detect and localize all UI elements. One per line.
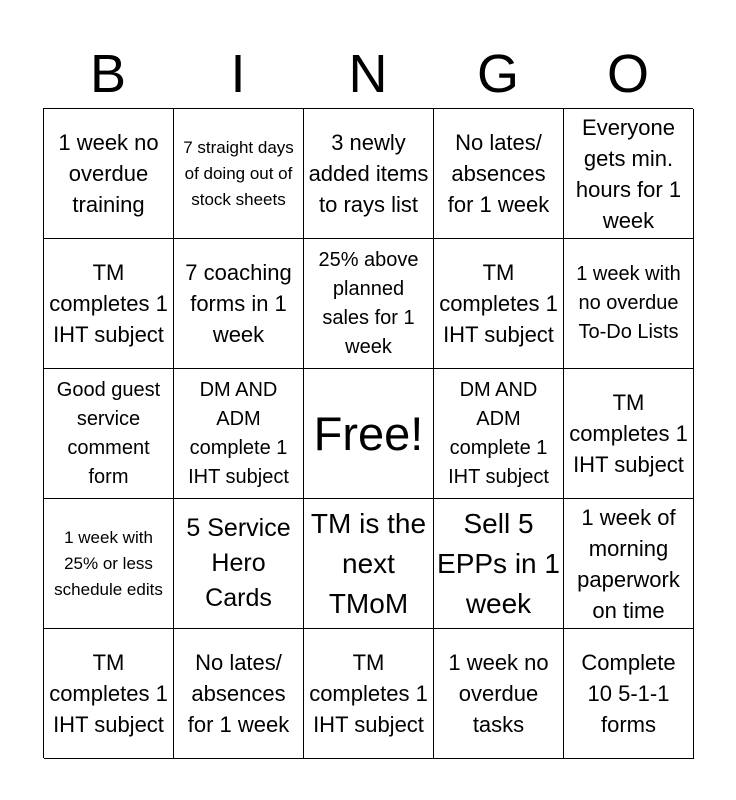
cell-text: Complete 10 5-1-1 forms (581, 650, 676, 737)
cell-text: No lates/ absences for 1 week (447, 130, 550, 217)
header-letter-n: N (348, 44, 388, 104)
header-letter-b: B (89, 44, 127, 104)
free-space-text: Free! (313, 406, 424, 460)
bingo-header (43, 40, 693, 108)
bingo-cell-free[interactable] (304, 369, 434, 499)
header-letter-i: I (230, 44, 246, 104)
cell-text: 1 week with 25% or less schedule edits (54, 527, 163, 599)
bingo-cell-r4-c5[interactable] (564, 499, 694, 629)
bingo-cell-r3-c5[interactable] (564, 369, 694, 499)
bingo-cell-r2-c4[interactable] (434, 239, 564, 369)
cell-text: TM completes 1 IHT subject (569, 390, 688, 477)
cell-text: No lates/ absences for 1 week (187, 650, 290, 737)
bingo-cell-r1-c2[interactable] (174, 109, 304, 239)
bingo-cell-r5-c4[interactable] (434, 629, 564, 759)
bingo-cell-r4-c3[interactable] (304, 499, 434, 629)
bingo-cell-r2-c2[interactable] (174, 239, 304, 369)
bingo-cell-r3-c1[interactable] (44, 369, 174, 499)
bingo-cell-r5-c1[interactable] (44, 629, 174, 759)
bingo-cell-r4-c4[interactable] (434, 499, 564, 629)
cell-text: 1 week no overdue tasks (448, 650, 549, 737)
cell-text: 7 coaching forms in 1 week (185, 260, 292, 347)
bingo-cell-r4-c1[interactable] (44, 499, 174, 629)
cell-text: TM completes 1 IHT subject (49, 260, 168, 347)
cell-text: 1 week with no overdue To-Do Lists (576, 263, 681, 343)
cell-text: TM completes 1 IHT subject (439, 260, 558, 347)
bingo-cell-r1-c1[interactable] (44, 109, 174, 239)
bingo-cell-r5-c3[interactable] (304, 629, 434, 759)
header-letter-o: O (606, 44, 649, 104)
bingo-cell-r1-c5[interactable] (564, 109, 694, 239)
cell-text: 5 Service Hero Cards (186, 514, 291, 612)
bingo-cell-r2-c5[interactable] (564, 239, 694, 369)
cell-text: DM AND ADM complete 1 IHT subject (188, 378, 289, 488)
cell-text: TM is the next TMoM (310, 507, 427, 619)
cell-text: Sell 5 EPPs in 1 week (437, 507, 560, 619)
cell-text: 3 newly added items to rays list (308, 130, 429, 217)
header-letter-g: G (476, 44, 519, 104)
cell-text: TM completes 1 IHT subject (49, 650, 168, 737)
bingo-cell-r2-c3[interactable] (304, 239, 434, 369)
bingo-cell-r5-c5[interactable] (564, 629, 694, 759)
bingo-cell-r3-c4[interactable] (434, 369, 564, 499)
bingo-cell-r4-c2[interactable] (174, 499, 304, 629)
bingo-cell-r2-c1[interactable] (44, 239, 174, 369)
cell-text: 1 week no overdue training (58, 130, 159, 217)
bingo-card-grid (43, 108, 693, 758)
cell-text: TM completes 1 IHT subject (309, 650, 428, 737)
bingo-cell-r1-c4[interactable] (434, 109, 564, 239)
cell-text: 1 week of morning paperwork on time (577, 504, 680, 623)
bingo-cell-r1-c3[interactable] (304, 109, 434, 239)
cell-text: 7 straight days of doing out of stock sheets (183, 137, 294, 209)
cell-text: DM AND ADM complete 1 IHT subject (448, 378, 549, 488)
bingo-cell-r3-c2[interactable] (174, 369, 304, 499)
cell-text: 25% above planned sales for 1 week (318, 248, 419, 358)
bingo-cell-r5-c2[interactable] (174, 629, 304, 759)
cell-text: Good guest service comment form (56, 378, 161, 488)
cell-text: Everyone gets min. hours for 1 week (575, 114, 682, 233)
